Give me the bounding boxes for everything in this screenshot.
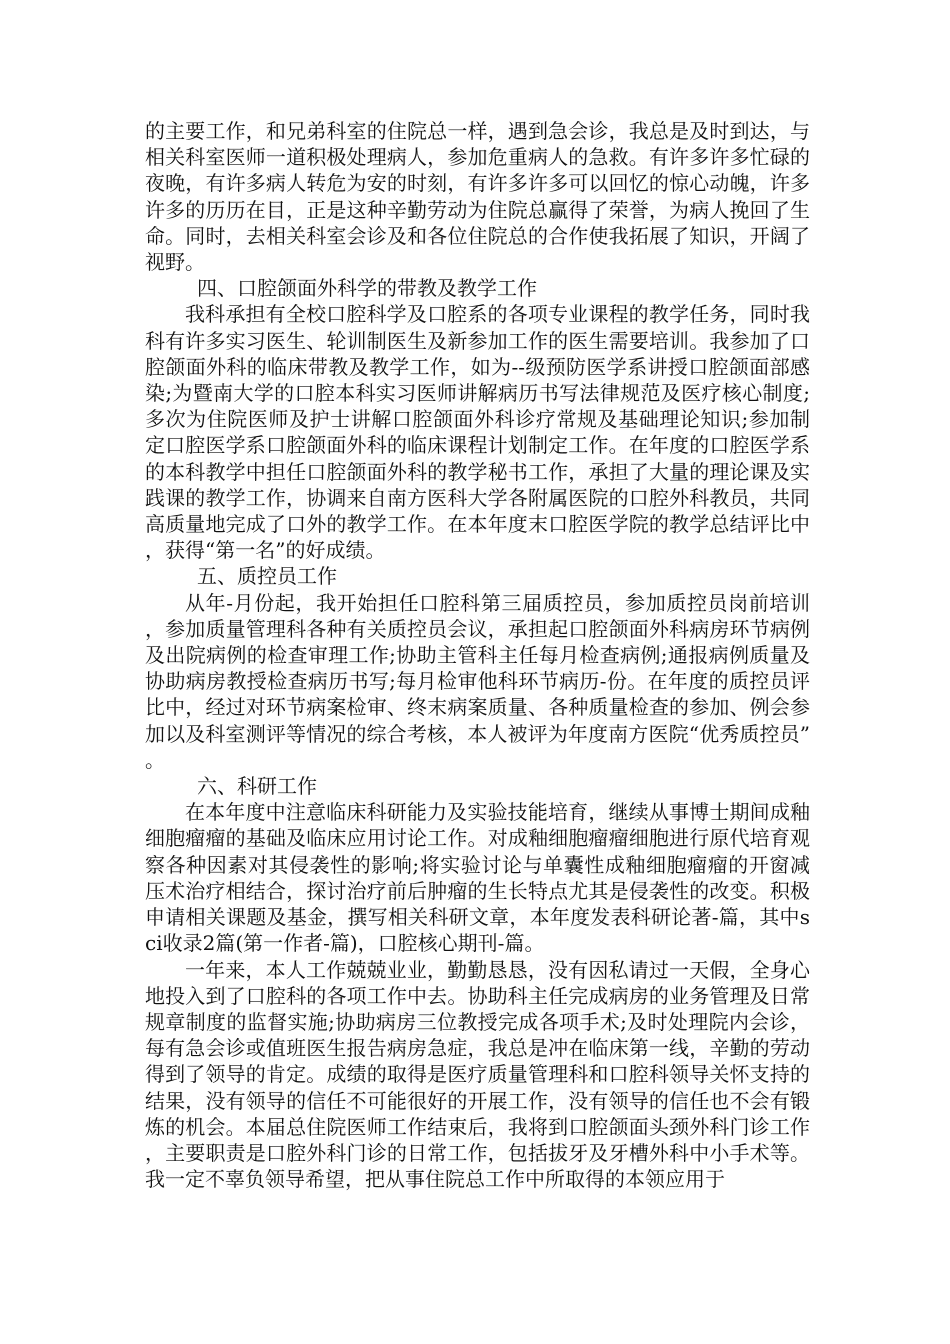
document-page [145, 118, 810, 1192]
section-body-research: 在本年度中注意临床科研能力及实验技能培育，继续从事博士期间成釉细胞瘤瘤的基础及临床应用讨论工作。对成釉细胞瘤瘤细胞进行原代培育观察各种因素对其侵袭性的影响;将实验讨论与单囊性成釉细胞瘤瘤的开窗减压术治疗相结合，探讨治疗前后肿瘤的生长特点尤其是侵袭性的改变。积极申请相关课题及基金，撰写相关科研文章，本年度发表科研论著-篇，其中sci收录2篇(第一作者-篇)，口腔核心期刊-篇。 [145, 800, 810, 956]
section-heading-teaching: 四、口腔颌面外科学的带教及教学工作 [197, 276, 537, 301]
section-body-quality-control: 从年-月份起，我开始担任口腔科第三届质控员，参加质控员岗前培训，参加质量管理科各种有关质控员会议，承担起口腔颌面外科病房环节病例及出院病例的检查审理工作;协助主管科主任每月检查病例;通报病例质量及协助病房教授检查病历书写;每月检审他科环节病历-份。在年度的质控员评比中，经过对环节病案检审、终末病案质量、各种质量检查的参加、例会参加以及科室测评等情况的综合考核，本人被评为年度南方医院“优秀质控员”。 [145, 590, 810, 772]
section-body-teaching: 我科承担有全校口腔科学及口腔系的各项专业课程的教学任务，同时我科有许多实习医生、轮训制医生及新参加工作的医生需要培训。我参加了口腔颌面外科的临床带教及教学工作，如为--级预防医学系讲授口腔颌面部感染;为暨南大学的口腔本科实习医师讲解病历书写法律规范及医疗核心制度;多次为住院医师及护士讲解口腔颌面外科诊疗常规及基础理论知识;参加制定口腔医学系口腔颌面外科的临床课程计划制定工作。在年度的口腔医学系的本科教学中担任口腔颌面外科的教学秘书工作，承担了大量的理论课及实践课的教学工作，协调来自南方医科大学各附属医院的口腔外科教员，共同高质量地完成了口外的教学工作。在本年度末口腔医学院的教学总结评比中，获得“第一名”的好成绩。 [145, 302, 810, 563]
section-heading-research: 六、科研工作 [197, 774, 317, 799]
section-heading-quality-control: 五、质控员工作 [197, 564, 337, 589]
closing-paragraph: 一年来，本人工作兢兢业业，勤勤恳恳，没有因私请过一天假，全身心地投入到了口腔科的各项工作中去。协助科主任完成病房的业务管理及日常规章制度的监督实施;协助病房三位教授完成各项手术;及时处理院内会诊，每有急会诊或值班医生报告病房急症，我总是冲在临床第一线，辛勤的劳动得到了领导的肯定。成绩的取得是医疗质量管理科和口腔科领导关怀支持的结果，没有领导的信任不可能很好的开展工作，没有领导的信任也不会有锻炼的机会。本届总住院医师工作结束后，我将到口腔颌面头颈外科门诊工作，主要职责是口腔外科门诊的日常工作，包括拔牙及牙槽外科中小手术等。我一定不辜负领导希望，把从事住院总工作中所取得的本领应用于 [145, 957, 810, 1192]
intro-paragraph: 的主要工作，和兄弟科室的住院总一样，遇到急会诊，我总是及时到达，与相关科室医师一道积极处理病人，参加危重病人的急救。有许多许多忙碌的夜晚，有许多病人转危为安的时刻，有许多许多可以回忆的惊心动魄，许多许多的历历在目，正是这种辛勤劳动为住院总赢得了荣誉，为病人挽回了生命。同时，去相关科室会诊及和各位住院总的合作使我拓展了知识，开阔了视野。 [145, 119, 810, 275]
